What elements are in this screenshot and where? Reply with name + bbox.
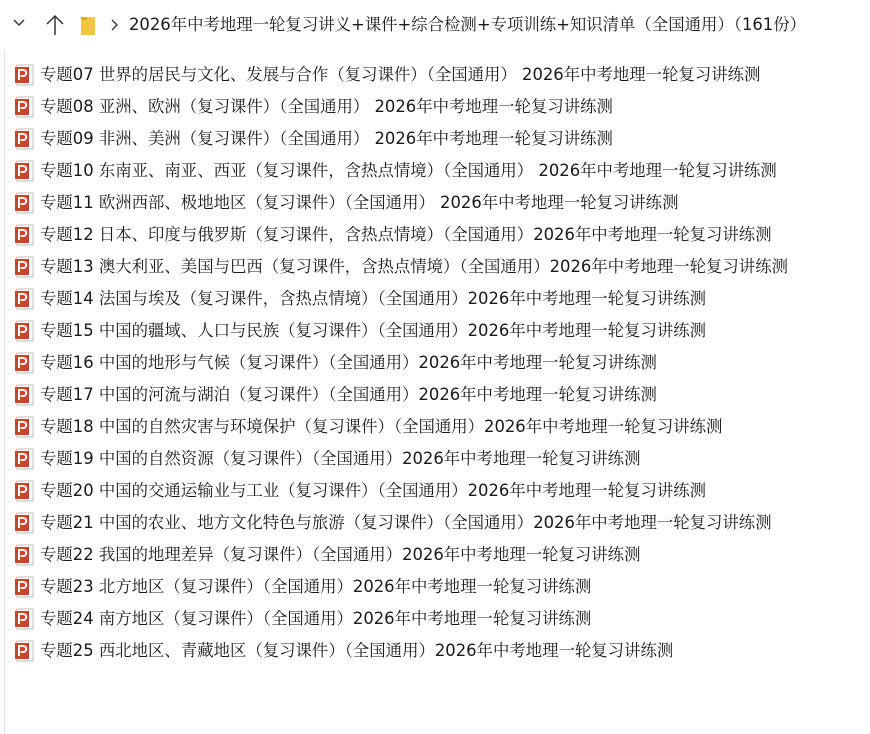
file-name[interactable]: 专题25 西北地区、青藏地区（复习课件）（全国通用）2026年中考地理一轮复习讲练测: [40, 641, 674, 660]
breadcrumb-current-folder[interactable]: 2026年中考地理一轮复习讲义+课件+综合检测+专项训练+知识清单（全国通用）（161份）: [129, 15, 807, 34]
file-row[interactable]: [0, 123, 870, 155]
pptx-file-icon: [14, 352, 35, 374]
file-row[interactable]: [0, 91, 870, 123]
file-name[interactable]: 专题12 日本、印度与俄罗斯（复习课件，含热点情境）（全国通用）2026年中考地理一轮复习讲练测: [40, 225, 772, 244]
pptx-file-icon: [14, 160, 35, 182]
up-arrow-icon[interactable]: [44, 12, 66, 38]
file-list: [0, 59, 870, 667]
pptx-file-icon: [14, 416, 35, 438]
chevron-right-icon[interactable]: [109, 18, 119, 32]
address-bar: [0, 0, 870, 50]
file-row[interactable]: [0, 315, 870, 347]
file-name[interactable]: 专题17 中国的河流与湖泊（复习课件）（全国通用）2026年中考地理一轮复习讲练测: [40, 385, 657, 404]
file-name[interactable]: 专题07 世界的居民与文化、发展与合作（复习课件）（全国通用） 2026年中考地理一轮复习讲练测: [40, 65, 761, 84]
pptx-file-icon: [14, 576, 35, 598]
file-name[interactable]: 专题10 东南亚、南亚、西亚（复习课件，含热点情境）（全国通用） 2026年中考地理一轮复习讲练测: [40, 161, 777, 180]
pptx-file-icon: [14, 512, 35, 534]
pptx-file-icon: [14, 64, 35, 86]
chevron-down-icon[interactable]: [10, 14, 28, 32]
file-row[interactable]: [0, 571, 870, 603]
file-name[interactable]: 专题16 中国的地形与气候（复习课件）（全国通用）2026年中考地理一轮复习讲练测: [40, 353, 657, 372]
pptx-file-icon: [14, 320, 35, 342]
pptx-file-icon: [14, 288, 35, 310]
file-row[interactable]: [0, 187, 870, 219]
pptx-file-icon: [14, 480, 35, 502]
file-name[interactable]: 专题19 中国的自然资源（复习课件）（全国通用）2026年中考地理一轮复习讲练测: [40, 449, 641, 468]
file-row[interactable]: [0, 507, 870, 539]
file-row[interactable]: [0, 635, 870, 667]
pptx-file-icon: [14, 448, 35, 470]
file-row[interactable]: [0, 443, 870, 475]
file-name[interactable]: 专题14 法国与埃及（复习课件，含热点情境）（全国通用）2026年中考地理一轮复习讲练测: [40, 289, 707, 308]
pptx-file-icon: [14, 544, 35, 566]
file-row[interactable]: [0, 59, 870, 91]
file-row[interactable]: [0, 219, 870, 251]
file-name[interactable]: 专题11 欧洲西部、极地地区（复习课件）（全国通用） 2026年中考地理一轮复习讲练测: [40, 193, 679, 212]
pptx-file-icon: [14, 608, 35, 630]
pptx-file-icon: [14, 384, 35, 406]
file-name[interactable]: 专题15 中国的疆域、人口与民族（复习课件）（全国通用）2026年中考地理一轮复习讲练测: [40, 321, 707, 340]
pptx-file-icon: [14, 128, 35, 150]
file-name[interactable]: 专题23 北方地区（复习课件）（全国通用）2026年中考地理一轮复习讲练测: [40, 577, 592, 596]
file-row[interactable]: [0, 347, 870, 379]
file-row[interactable]: [0, 475, 870, 507]
file-name[interactable]: 专题22 我国的地理差异（复习课件）（全国通用）2026年中考地理一轮复习讲练测: [40, 545, 641, 564]
file-row[interactable]: [0, 251, 870, 283]
pptx-file-icon: [14, 224, 35, 246]
file-name[interactable]: 专题20 中国的交通运输业与工业（复习课件）（全国通用）2026年中考地理一轮复习讲练测: [40, 481, 707, 500]
file-row[interactable]: [0, 539, 870, 571]
file-name[interactable]: 专题18 中国的自然灾害与环境保护（复习课件）（全国通用）2026年中考地理一轮复习讲练测: [40, 417, 723, 436]
file-row[interactable]: [0, 603, 870, 635]
file-name[interactable]: 专题24 南方地区（复习课件）（全国通用）2026年中考地理一轮复习讲练测: [40, 609, 592, 628]
file-row[interactable]: [0, 283, 870, 315]
file-name[interactable]: 专题21 中国的农业、地方文化特色与旅游（复习课件）（全国通用）2026年中考地理一轮复习讲练测: [40, 513, 772, 532]
file-row[interactable]: [0, 411, 870, 443]
pptx-file-icon: [14, 256, 35, 278]
file-name[interactable]: 专题08 亚洲、欧洲（复习课件）（全国通用） 2026年中考地理一轮复习讲练测: [40, 97, 613, 116]
file-name[interactable]: 专题13 澳大利亚、美国与巴西（复习课件，含热点情境）（全国通用）2026年中考地理一轮复习讲练测: [40, 257, 788, 276]
file-name[interactable]: 专题09 非洲、美洲（复习课件）（全国通用） 2026年中考地理一轮复习讲练测: [40, 129, 613, 148]
file-row[interactable]: [0, 155, 870, 187]
pptx-file-icon: [14, 640, 35, 662]
pptx-file-icon: [14, 96, 35, 118]
file-row[interactable]: [0, 379, 870, 411]
folder-icon: [80, 14, 96, 36]
pptx-file-icon: [14, 192, 35, 214]
